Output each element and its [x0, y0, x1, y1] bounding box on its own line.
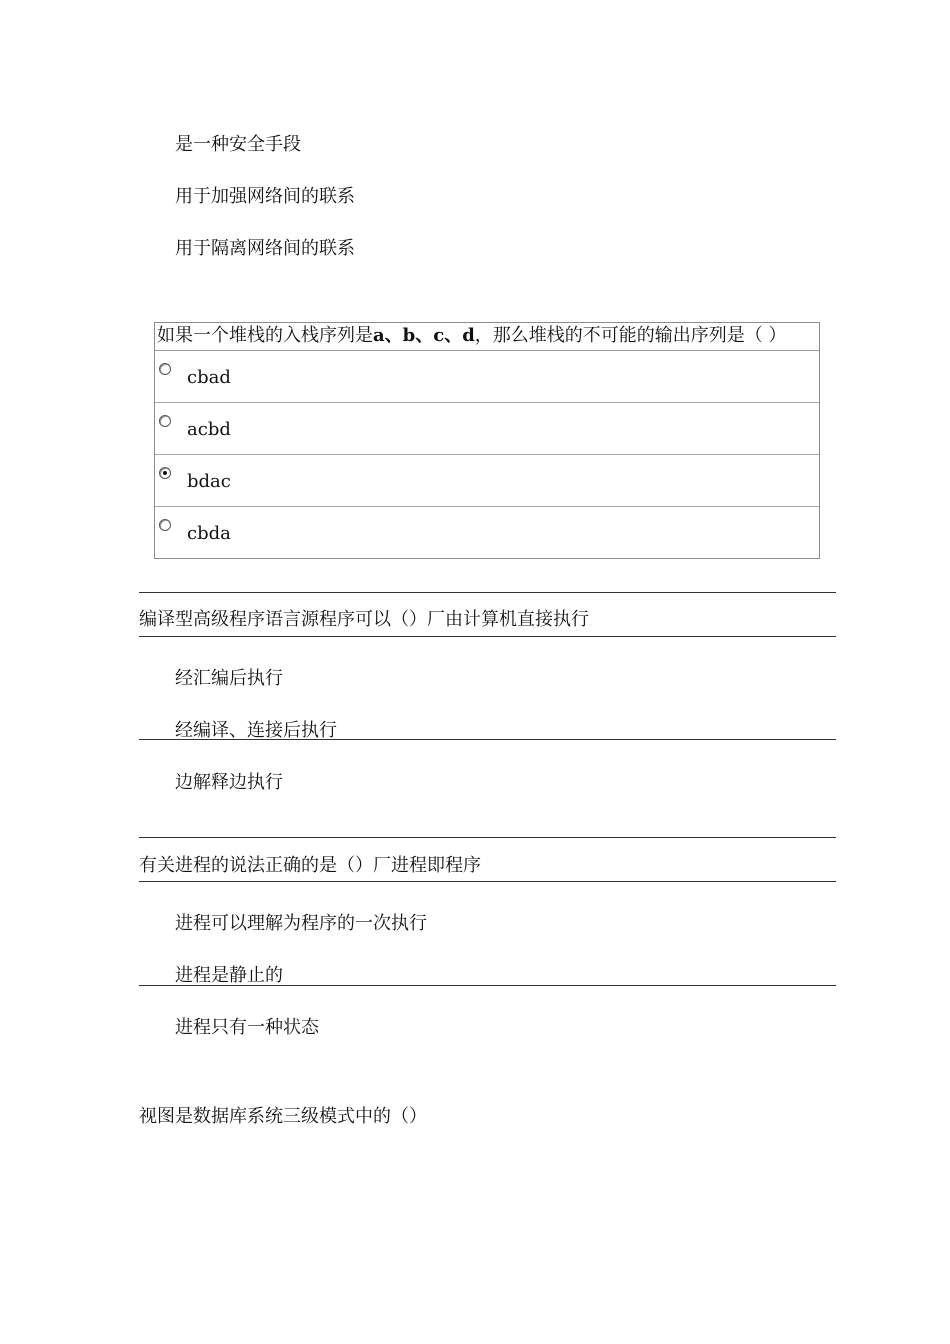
question-text: 编译型高级程序语言源程序可以（）厂由计算机直接执行 [139, 609, 589, 630]
answer-option[interactable] [155, 455, 819, 507]
divider [139, 739, 836, 740]
option-text: 用于加强网络间的联系 [175, 186, 355, 207]
question-header [155, 323, 819, 351]
option-text: 经编译、连接后执行 [175, 720, 337, 741]
radio-button-selected[interactable] [159, 467, 171, 479]
option-text: 进程只有一种状态 [175, 1017, 319, 1038]
divider [139, 592, 836, 593]
question-text: 视图是数据库系统三级模式中的（） [139, 1106, 427, 1127]
divider [139, 881, 836, 882]
option-text: 进程是静止的 [175, 965, 283, 986]
question-text-part: 如果一个堆栈的入栈序列是 [157, 325, 373, 346]
answer-label: bdac [187, 471, 231, 492]
divider [139, 985, 836, 986]
option-text: 是一种安全手段 [175, 134, 301, 155]
option-text: 进程可以理解为程序的一次执行 [175, 913, 427, 934]
answer-option[interactable] [155, 403, 819, 455]
option-text: 经汇编后执行 [175, 668, 283, 689]
question-text [157, 325, 787, 347]
divider [139, 636, 836, 637]
answer-label: cbda [187, 523, 231, 544]
answer-option[interactable] [155, 507, 819, 559]
question-text-part: ，那么堆栈的不可能的输出序列是（ ） [474, 325, 787, 346]
option-text: 边解释边执行 [175, 772, 283, 793]
question-text: 有关进程的说法正确的是（）厂进程即程序 [139, 855, 481, 876]
answer-label: acbd [187, 419, 231, 440]
radio-button[interactable] [159, 415, 171, 427]
option-text: 用于隔离网络间的联系 [175, 238, 355, 259]
divider [139, 837, 836, 838]
stack-question-table [154, 322, 820, 559]
question-sequence: a、b、c、d [373, 325, 475, 346]
answer-label: cbad [187, 367, 231, 388]
radio-button[interactable] [159, 363, 171, 375]
radio-button[interactable] [159, 519, 171, 531]
answer-option[interactable] [155, 351, 819, 403]
